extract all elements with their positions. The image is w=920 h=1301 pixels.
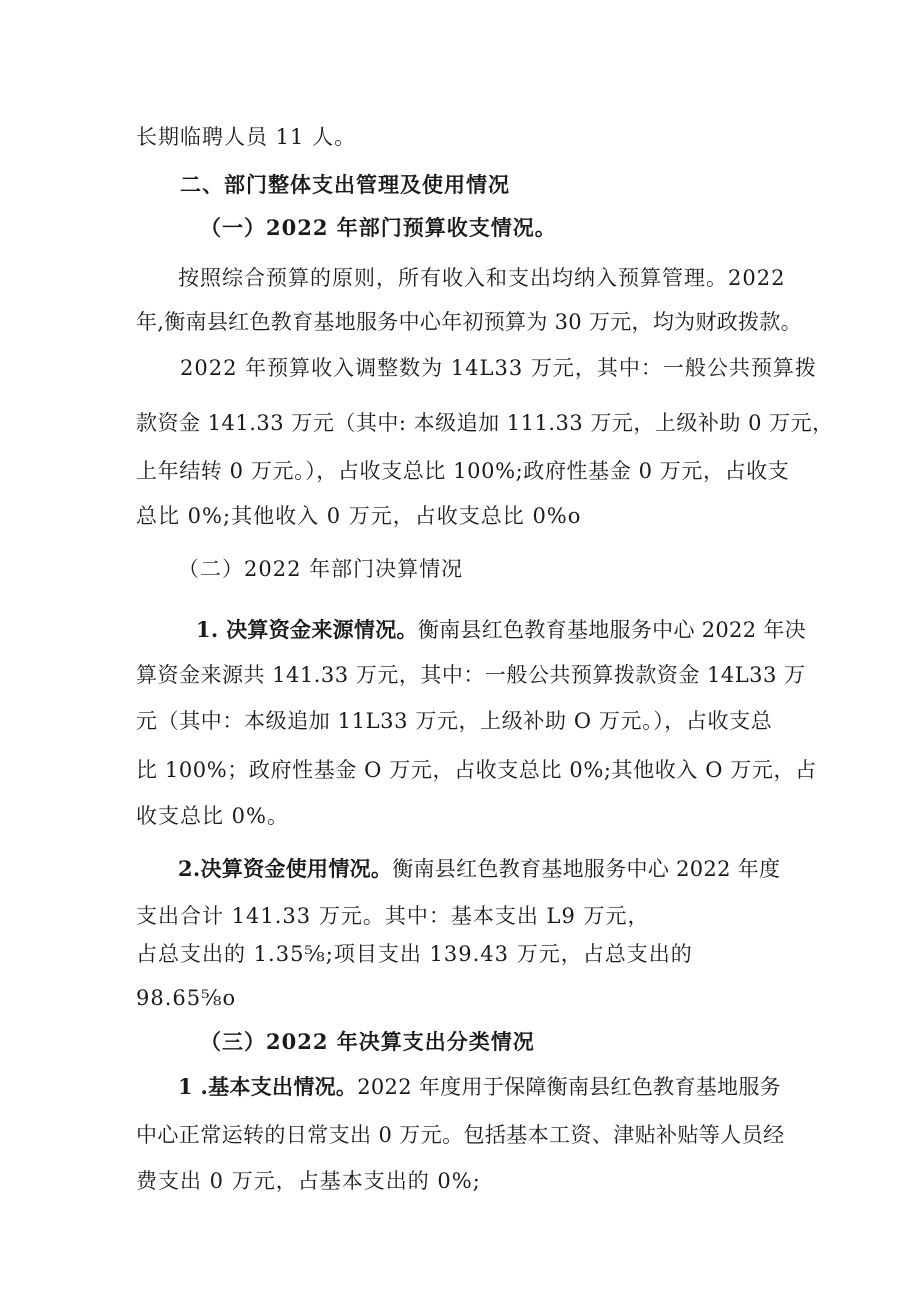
paragraph-line: 上年结转 0 万元。），占收支总比 100%;政府性基金 0 万元，占收支 (136, 459, 790, 483)
paragraph-lead: 1 .基本支出情况。 (178, 1074, 358, 1099)
paragraph-text: 衡南县红色教育基地服务中心 2022 年度 (392, 857, 781, 881)
paragraph-line: 98.65⅝o (136, 986, 237, 1010)
subsection-heading: （三）2022 年决算支出分类情况 (200, 1029, 535, 1054)
section-heading: 二、部门整体支出管理及使用情况 (180, 172, 510, 197)
paragraph-line: 算资金来源共 141.33 万元，其中：一般公共预算拨款资金 14L33 万 (136, 663, 806, 687)
paragraph-line: 收支总比 0%。 (136, 804, 289, 828)
paragraph-line: 费支出 0 万元，占基本支出的 0%; (136, 1169, 481, 1193)
paragraph-line: 元（其中：本级追加 11L33 万元，上级补助 O 万元。），占收支总 (136, 709, 773, 733)
subsection-heading: （一）2022 年部门预算收支情况。 (200, 215, 557, 240)
paragraph-line: 总比 0%;其他收入 0 万元，占收支总比 0%o (136, 504, 582, 528)
paragraph-lead: 1. 决算资金来源情况。 (196, 617, 418, 642)
paragraph-lead: 2.决算资金使用情况。 (178, 856, 393, 881)
paragraph-line (178, 1074, 781, 1100)
paragraph-line: 支出合计 141.33 万元。其中：基本支出 L9 万元， (136, 904, 650, 928)
paragraph-line: 占总支出的 1.35⅝;项目支出 139.43 万元，占总支出的 (136, 942, 693, 966)
paragraph-line: 按照综合预算的原则，所有收入和支出均纳入预算管理。2022 (178, 266, 786, 290)
paragraph-line (178, 856, 780, 882)
paragraph-line: 长期临聘人员 11 人。 (136, 125, 357, 149)
paragraph-line: 2022 年预算收入调整数为 14L33 万元，其中：一般公共预算拨 (180, 356, 817, 380)
paragraph-line: 比 100%；政府性基金 O 万元，占收支总比 0%;其他收入 O 万元，占 (136, 758, 817, 782)
paragraph-line: 中心正常运转的日常支出 0 万元。包括基本工资、津贴补贴等人员经 (136, 1123, 785, 1147)
paragraph-line: 年,衡南县红色教育基地服务中心年初预算为 30 万元，均为财政拨款。 (136, 310, 802, 334)
paragraph-line: 款资金 141.33 万元（其中: 本级追加 111.33 万元，上级补助 0 万元， (136, 411, 834, 435)
paragraph-text: 衡南县红色教育基地服务中心 2022 年决 (417, 618, 806, 642)
paragraph-line (196, 617, 806, 643)
paragraph-text: 2022 年度用于保障衡南县红色教育基地服务 (357, 1075, 781, 1099)
subsection-heading: （二）2022 年部门决算情况 (178, 557, 464, 581)
